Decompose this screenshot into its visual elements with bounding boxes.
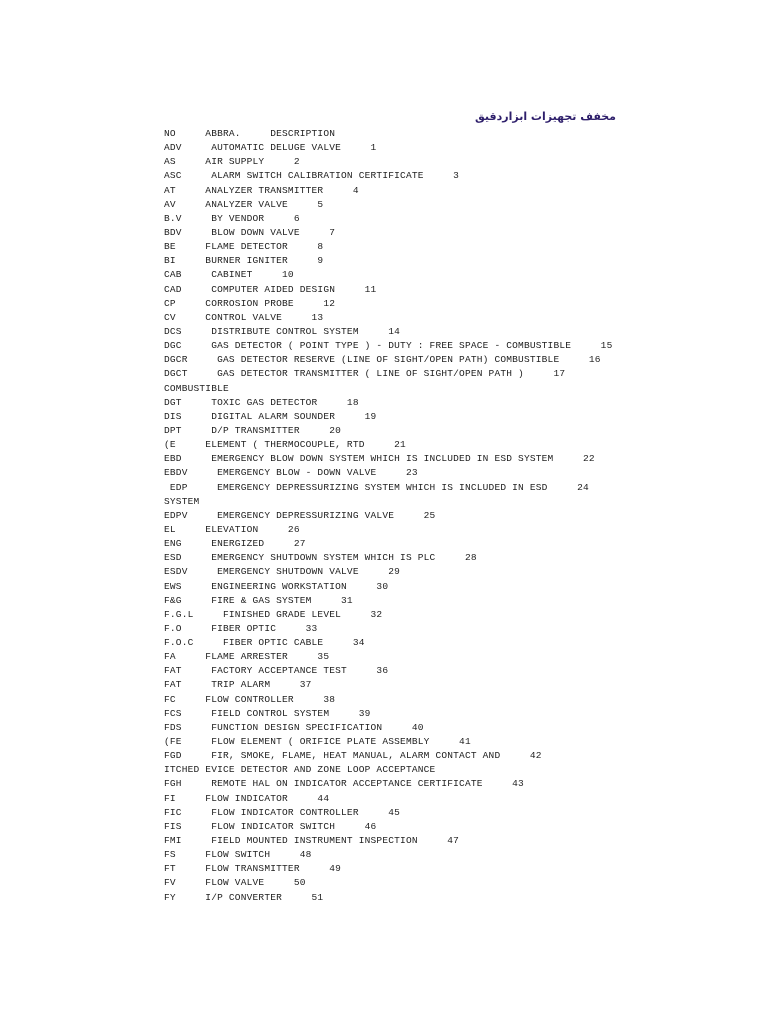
list-item: F.O FIBER OPTIC 33 (164, 622, 318, 634)
list-item: FT FLOW TRANSMITTER 49 (164, 863, 342, 875)
list-item: SYSTEM (164, 495, 200, 507)
list-item: EL ELEVATION 26 (164, 523, 300, 535)
list-item: DGCT GAS DETECTOR TRANSMITTER ( LINE OF SIGHT/OPEN PATH ) 17 (164, 368, 566, 380)
list-item: CV CONTROL VALVE 13 (164, 311, 324, 323)
list-item: EDP EMERGENCY DEPRESSURIZING SYSTEM WHICH IS INCLUDED IN ESD 24 (164, 481, 589, 493)
list-item: BDV BLOW DOWN VALVE 7 (164, 226, 336, 238)
list-item: FC FLOW CONTROLLER 38 (164, 693, 336, 705)
list-item: FI FLOW INDICATOR 44 (164, 792, 330, 804)
list-item: FCS FIELD CONTROL SYSTEM 39 (164, 707, 371, 719)
list-item: FAT TRIP ALARM 37 (164, 679, 312, 691)
list-item: FAT FACTORY ACCEPTANCE TEST 36 (164, 665, 389, 677)
list-header-row: NO ABBRA. DESCRIPTION (164, 128, 336, 139)
list-item: ESDV EMERGENCY SHUTDOWN VALVE 29 (164, 566, 401, 578)
list-item: EDPV EMERGENCY DEPRESSURIZING VALVE 25 (164, 509, 436, 521)
list-item: DGT TOXIC GAS DETECTOR 18 (164, 396, 359, 408)
list-item: FGD FIR, SMOKE, FLAME, HEAT MANUAL, ALARM CONTACT AND 42 (164, 750, 542, 762)
list-item: DCS DISTRIBUTE CONTROL SYSTEM 14 (164, 325, 401, 337)
list-item: ENG ENERGIZED 27 (164, 538, 306, 550)
list-item: FY I/P CONVERTER 51 (164, 891, 324, 903)
list-item: EBDV EMERGENCY BLOW - DOWN VALVE 23 (164, 467, 418, 479)
list-item: CAD COMPUTER AIDED DESIGN 11 (164, 283, 377, 295)
list-item: EBD EMERGENCY BLOW DOWN SYSTEM WHICH IS INCLUDED IN ESD SYSTEM 22 (164, 453, 595, 465)
list-item: FA FLAME ARRESTER 35 (164, 651, 330, 663)
list-item: ESD EMERGENCY SHUTDOWN SYSTEM WHICH IS PLC 28 (164, 552, 477, 564)
list-item: FV FLOW VALVE 50 (164, 877, 306, 889)
list-item: BE FLAME DETECTOR 8 (164, 241, 324, 253)
list-item: ITCHED EVICE DETECTOR AND ZONE LOOP ACCEPTANCE (164, 764, 436, 776)
list-item: B.V BY VENDOR 6 (164, 212, 300, 224)
document-title: مخفف تجهیزات ابزاردقیق (475, 110, 616, 123)
list-item: FIS FLOW INDICATOR SWITCH 46 (164, 820, 377, 832)
list-item: DIS DIGITAL ALARM SOUNDER 19 (164, 410, 377, 422)
list-item: AV ANALYZER VALVE 5 (164, 198, 324, 210)
abbreviation-list (164, 127, 612, 905)
list-item: F.G.L FINISHED GRADE LEVEL 32 (164, 608, 383, 620)
list-item: FDS FUNCTION DESIGN SPECIFICATION 40 (164, 721, 424, 733)
list-item: F.O.C FIBER OPTIC CABLE 34 (164, 637, 365, 649)
list-item: AT ANALYZER TRANSMITTER 4 (164, 184, 359, 196)
list-item: DGC GAS DETECTOR ( POINT TYPE ) - DUTY : FREE SPACE - COMBUSTIBLE 15 (164, 340, 613, 352)
list-item: FMI FIELD MOUNTED INSTRUMENT INSPECTION 47 (164, 835, 460, 847)
list-item: F&G FIRE & GAS SYSTEM 31 (164, 594, 353, 606)
list-item: ADV AUTOMATIC DELUGE VALVE 1 (164, 142, 377, 154)
list-item: CP CORROSION PROBE 12 (164, 297, 336, 309)
list-item: COMBUSTIBLE (164, 382, 229, 394)
list-item: FS FLOW SWITCH 48 (164, 849, 312, 861)
list-item: DPT D/P TRANSMITTER 20 (164, 424, 342, 436)
list-item: AS AIR SUPPLY 2 (164, 156, 300, 168)
list-item: (FE FLOW ELEMENT ( ORIFICE PLATE ASSEMBLY 41 (164, 736, 471, 748)
list-item: FGH REMOTE HAL ON INDICATOR ACCEPTANCE CERTIFICATE 43 (164, 778, 524, 790)
list-item: BI BURNER IGNITER 9 (164, 255, 324, 267)
list-item: CAB CABINET 10 (164, 269, 294, 281)
list-item: DGCR GAS DETECTOR RESERVE (LINE OF SIGHT/OPEN PATH) COMBUSTIBLE 16 (164, 354, 601, 366)
list-item: FIC FLOW INDICATOR CONTROLLER 45 (164, 806, 401, 818)
list-item: ASC ALARM SWITCH CALIBRATION CERTIFICATE 3 (164, 170, 460, 182)
list-item: (E ELEMENT ( THERMOCOUPLE, RTD 21 (164, 439, 406, 451)
list-item: EWS ENGINEERING WORKSTATION 30 (164, 580, 389, 592)
